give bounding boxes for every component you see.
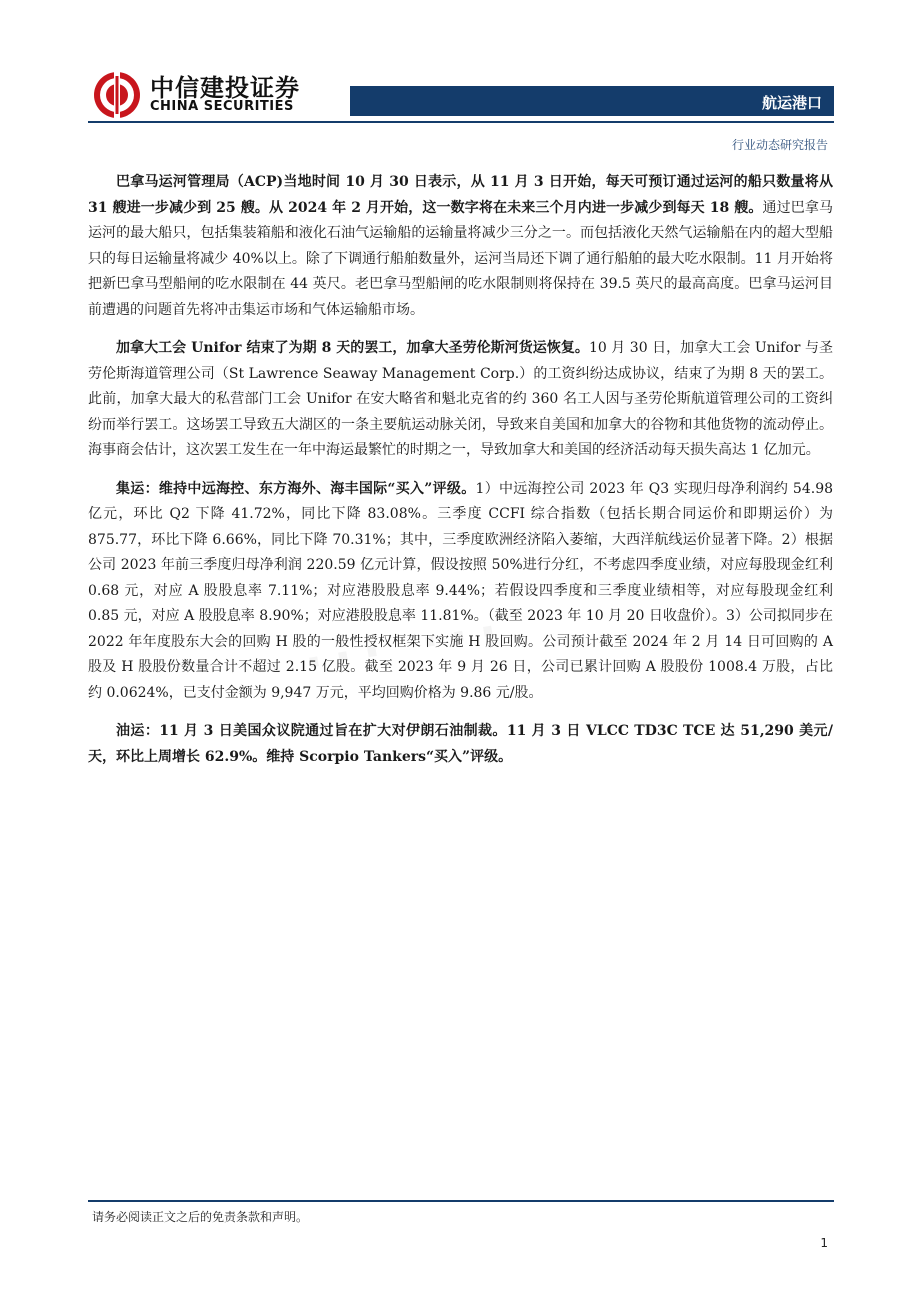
header-divider (88, 121, 834, 123)
section-banner (350, 86, 834, 116)
report-body (88, 170, 833, 783)
paragraph-panama-canal (88, 170, 833, 323)
section-title: 航运港口 (761, 94, 822, 112)
paragraph-lead: 加拿大工会 Unifor 结束了为期 8 天的罢工，加拿大圣劳伦斯河货运恢复。 (116, 340, 589, 356)
brand-name-en: CHINA SECURITIES (150, 99, 294, 114)
paragraph-text: 10 月 30 日，加拿大工会 Unifor 与圣劳伦斯海道管理公司（St Lawrence Seaway Management Corp.）的工资纠纷达成协议，结束了为期 8 天的罢工。此前，加拿大最大的私营部门工会 Unifor 在安大略省和魁北克省的约 360 名工人因与圣劳伦斯航道管理公司的工资纠纷而举行罢工。这场罢工导致五大湖区的一条主要航运动脉关闭，导致来自美国和加拿大的谷物和其他货物的流动停止。海事商会估计，这次罢工发生在一年中海运最繁忙的时期之一，导致加拿大和美国的经济活动每天损失高达 1 亿加元。 (88, 340, 833, 458)
report-type-label: 行业动态研究报告 (731, 138, 828, 152)
paragraph-lead: 集运：维持中远海控、东方海外、海丰国际“买入”评级。 (116, 480, 476, 497)
paragraph-container-shipping (88, 477, 833, 707)
brand-name-cn: 中信建投证券 (150, 74, 300, 102)
page-number: 1 (820, 1236, 828, 1250)
disclaimer-note: 请务必阅读正文之后的免责条款和声明。 (92, 1210, 309, 1224)
footer-divider (88, 1200, 834, 1202)
paragraph-oil-shipping (88, 719, 833, 770)
paragraph-lead: 巴拿马运河管理局（ACP)当地时间 10 月 30 日表示，从 11 月 3 日开始，每天可预订通过运河的船只数量将从 31 艘进一步减少到 25 艘。从 2024 年 2 月开始，这一数字将在未来三个月内进一步减少到每天 18 艘。 (88, 174, 833, 216)
paragraph-text: 通过巴拿马运河的最大船只，包括集装箱船和液化石油气运输船的运输量将减少三分之一。而包括液化天然气运输船在内的超大型船只的每日运输量将减少 40%以上。除了下调通行船舶数量外，运河当局还下调了通行船舶的最大吃水限制。11 月开始将把新巴拿马型船闸的吃水限制在 44 英尺。老巴拿马型船闸的吃水限制则将保持在 39.5 英尺的最高高度。巴拿马运河目前遭遇的问题首先将冲击集运市场和气体运输船市场。 (88, 199, 833, 318)
paragraph-unifor-strike (88, 336, 833, 464)
paragraph-lead: 油运：11 月 3 日美国众议院通过旨在扩大对伊朗石油制裁。11 月 3 日 VLCC TD3C TCE 达 51,290 美元/天，环比上周增长 62.9%。维持 Scorpio Tankers“买入”评级。 (88, 723, 833, 765)
paragraph-text: 1）中远海控公司 2023 年 Q3 实现归母净利润约 54.98 亿元，环比 Q2 下降 41.72%，同比下降 83.08%。三季度 CCFI 综合指数（包括长期合同运价和即期运价）为 875.77，环比下降 6.66%，同比下降 70.31%；其中，三季度欧洲经济陷入萎缩，大西洋航线运价显著下降。2）根据公司 2023 年前三季度归母净利润 220.59 亿元计算，假设按照 50%进行分红，不考虑四季度业绩，对应每股现金红利 0.68 元，对应 A 股股息率 7.11%；对应港股股息率 9.44%；若假设四季度和三季度业绩相等，对应每股现金红利 0.85 元，对应 A 股股息率 8.90%；对应港股股息率 11.81%。（截至 2023 年 10 月 20 日收盘价）。3）公司拟同步在 2022 年年度股东大会的回购 H 股的一般性授权框架下实施 H 股回购。公司预计截至 2024 年 2 月 14 日可回购的 A 股及 H 股股份数量合计不超过 2.15 亿股。截至 2023 年 9 月 26 日，公司已累计回购 A 股股份 1008.4 万股，占比约 0.0624%，已支付金额为 9,947 万元，平均回购价格为 9.86 元/股。 (88, 480, 834, 701)
china-securities-logo-icon (92, 70, 142, 120)
